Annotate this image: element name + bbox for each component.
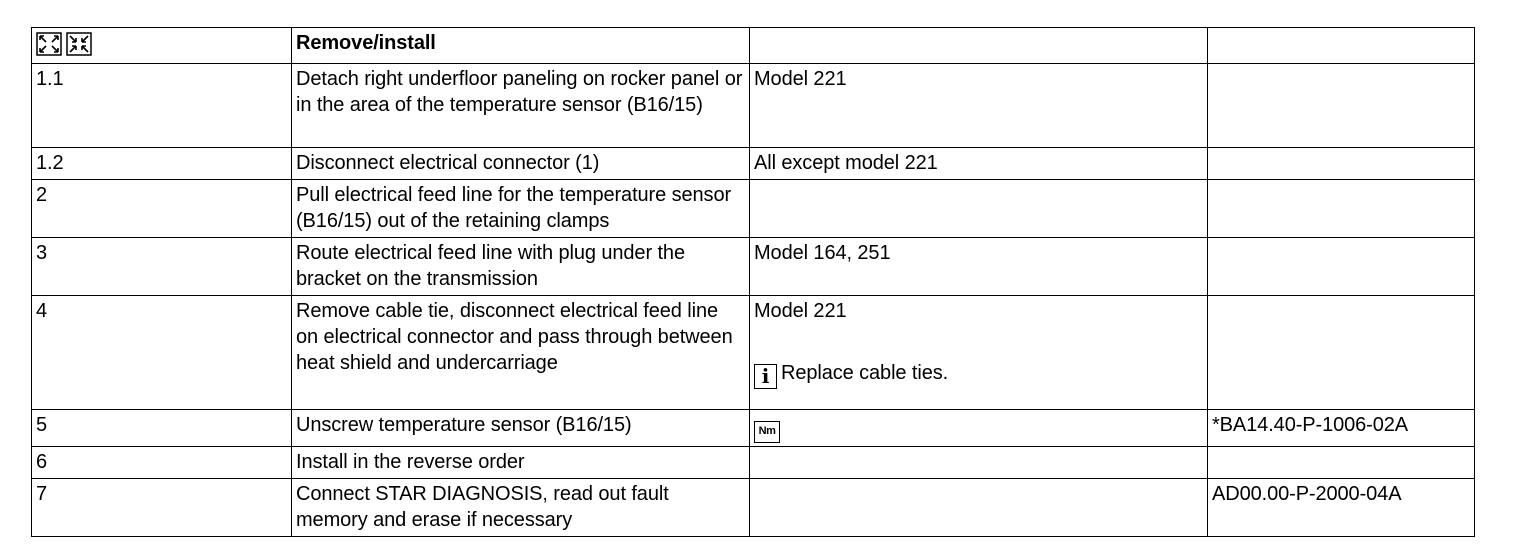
info-icon[interactable]: i [754, 364, 777, 389]
step-applies [750, 180, 1208, 238]
step-applies: Model 221 [754, 300, 847, 322]
step-text: Disconnect electrical connector (1) [292, 148, 750, 180]
step-applies: Model 164, 251 [750, 238, 1208, 296]
step-number: 4 [32, 296, 292, 410]
header-col3 [750, 28, 1208, 64]
step-reference [1208, 447, 1475, 479]
step-number: 1.1 [32, 64, 292, 148]
table-header-row [32, 28, 1475, 64]
note-line [754, 360, 1203, 389]
step-number: 7 [32, 479, 292, 537]
step-reference [1208, 148, 1475, 180]
table-row [32, 296, 1475, 410]
step-text: Unscrew temperature sensor (B16/15) [292, 410, 750, 447]
step-reference [1208, 296, 1475, 410]
spacer [754, 324, 1203, 350]
step-reference [1208, 180, 1475, 238]
table-row [32, 180, 1475, 238]
table-row [32, 410, 1475, 447]
step-number: 1.2 [32, 148, 292, 180]
step-text: Pull electrical feed line for the temperature sensor (B16/15) out of the retaining clamps [292, 180, 750, 238]
step-text: Detach right underfloor paneling on rocker panel or in the area of the temperature sensor (B16/15) [292, 64, 750, 148]
step-reference [1208, 238, 1475, 296]
header-col4 [1208, 28, 1475, 64]
step-text: Remove cable tie, disconnect electrical feed line on electrical connector and pass through between heat shield and undercarriage [292, 296, 750, 410]
step-applies [750, 479, 1208, 537]
table-row [32, 447, 1475, 479]
step-reference [1208, 64, 1475, 148]
table-row [32, 479, 1475, 537]
step-number: 6 [32, 447, 292, 479]
header-title: Remove/install [292, 28, 750, 64]
step-number: 2 [32, 180, 292, 238]
note-text: Replace cable ties. [781, 362, 949, 384]
step-applies: Model 221 [750, 64, 1208, 148]
step-applies-cell [750, 410, 1208, 447]
torque-nm-icon[interactable]: Nm [754, 421, 780, 443]
step-text: Route electrical feed line with plug under the bracket on the transmission [292, 238, 750, 296]
step-number: 5 [32, 410, 292, 447]
procedure-table [31, 27, 1475, 537]
table-row [32, 238, 1475, 296]
step-applies-cell [750, 296, 1208, 410]
table-row [32, 148, 1475, 180]
header-icons-cell [32, 28, 292, 64]
step-applies [750, 447, 1208, 479]
step-applies: All except model 221 [750, 148, 1208, 180]
step-reference[interactable]: *BA14.40-P-1006-02A [1208, 410, 1475, 447]
collapse-icon[interactable] [66, 32, 92, 56]
step-text: Install in the reverse order [292, 447, 750, 479]
step-reference[interactable]: AD00.00-P-2000-04A [1208, 479, 1475, 537]
step-text: Connect STAR DIAGNOSIS, read out fault memory and erase if necessary [292, 479, 750, 537]
expand-icon[interactable] [36, 32, 62, 56]
table-row [32, 64, 1475, 148]
step-number: 3 [32, 238, 292, 296]
